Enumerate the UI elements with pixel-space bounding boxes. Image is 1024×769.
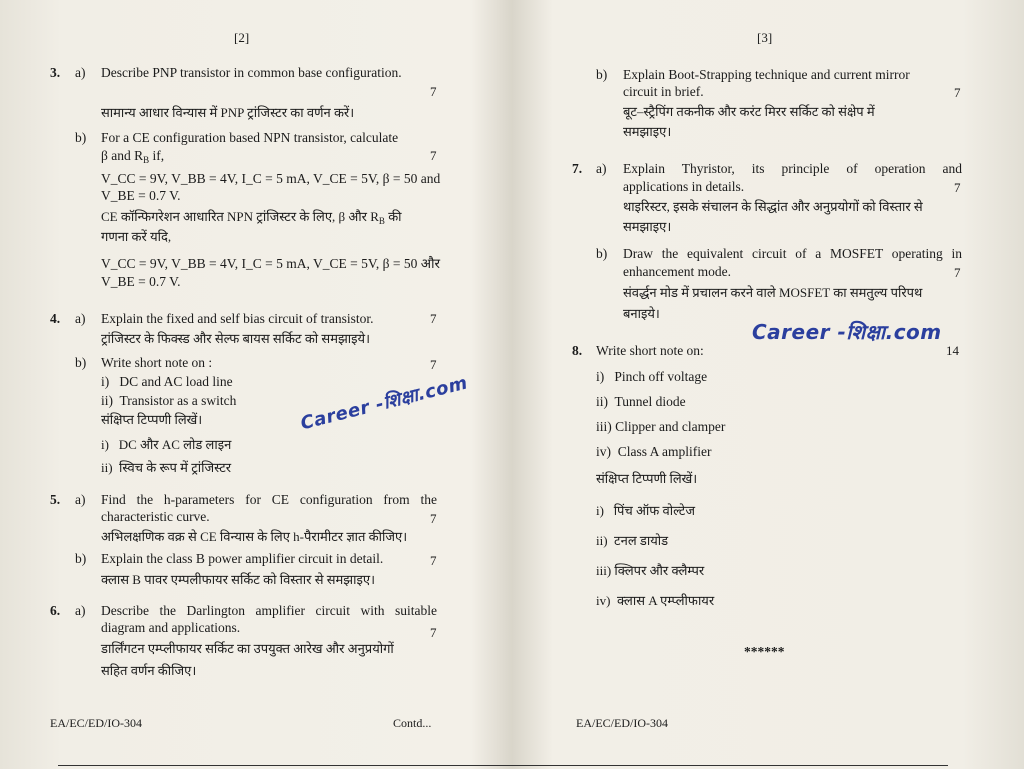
- question-5a-english-line-2: characteristic curve.: [101, 509, 210, 524]
- question-number: 4.: [50, 311, 61, 326]
- question-7a-english-line-1: Explain Thyristor, its principle of operation and: [623, 161, 962, 176]
- question-8-english: Write short note on:: [596, 343, 704, 358]
- question-7b-hindi-line-2: बनाइये।: [623, 306, 660, 321]
- question-4a-english: Explain the fixed and self bias circuit of transistor.: [101, 311, 374, 326]
- list-item: ii) Tunnel diode: [596, 394, 686, 409]
- marks: 7: [430, 84, 437, 99]
- list-item: ii) Transistor as a switch: [101, 393, 237, 408]
- question-number: 6.: [50, 603, 61, 618]
- bottom-edge-line: [58, 765, 948, 766]
- question-6b-english-line-1: Explain Boot-Strapping technique and current mirror: [623, 67, 910, 82]
- question-6b-hindi-line-2: समझाइए।: [623, 124, 672, 139]
- question-5a-english-line-1: Find the h-parameters for CE configuration from the: [101, 492, 437, 507]
- continued-label: Contd...: [393, 716, 432, 730]
- question-3b-hindi-line-1: CE कॉन्फिगरेशन आधारित NPN ट्रांजिस्टर के लिए, β और $R_B$ की: [101, 209, 402, 226]
- question-3a-hindi: सामान्य आधार विन्यास में PNP ट्रांजिस्टर का वर्णन करें।: [101, 105, 355, 120]
- marks: 7: [430, 357, 437, 372]
- question-6b-english-line-2: circuit in brief.: [623, 84, 704, 99]
- given-values: V_BE = 0.7 V.: [101, 188, 181, 203]
- question-8-hindi: संक्षिप्त टिप्पणी लिखें।: [596, 471, 698, 486]
- list-item: i) DC और AC लोड लाइन: [101, 437, 232, 452]
- question-5b-hindi: क्लास B पावर एम्पलीफायर सर्किट को विस्तार से समझाइए।: [101, 572, 376, 587]
- question-7b-english-line-2: enhancement mode.: [623, 264, 731, 279]
- question-number: 8.: [572, 343, 583, 358]
- part-label: a): [596, 161, 607, 176]
- given-values: V_BE = 0.7 V.: [101, 274, 181, 289]
- question-number: 7.: [572, 161, 583, 176]
- part-label: a): [75, 603, 86, 618]
- question-6a-english-line-2: diagram and applications.: [101, 620, 241, 635]
- list-item: iv) Class A amplifier: [596, 444, 712, 459]
- part-label: a): [75, 492, 86, 507]
- watermark: Career -शिक्षा.com: [752, 320, 942, 344]
- part-label: b): [75, 551, 87, 566]
- end-mark: ******: [744, 644, 785, 659]
- paper-code: EA/EC/ED/IO-304: [50, 716, 142, 730]
- list-item: ii) टनल डायोड: [596, 533, 669, 548]
- marks: 7: [954, 85, 961, 100]
- list-item: i) पिंच ऑफ वोल्टेज: [596, 503, 695, 518]
- page-number: [3]: [757, 30, 773, 45]
- part-label: b): [75, 130, 87, 145]
- part-label: a): [75, 311, 86, 326]
- question-3b-english-line-1: For a CE configuration based NPN transistor, calculate: [101, 130, 399, 145]
- question-number: 5.: [50, 492, 61, 507]
- list-item: i) Pinch off voltage: [596, 369, 708, 384]
- question-6a-english-line-1: Describe the Darlington amplifier circuit with suitable: [101, 603, 437, 618]
- question-7b-english-line-1: Draw the equivalent circuit of a MOSFET operating in: [623, 246, 962, 261]
- marks: 7: [430, 148, 437, 163]
- page-number: [2]: [234, 30, 250, 45]
- question-7b-hindi-line-1: संवर्द्धन मोड में प्रचालन करने वाले MOSFET का समतुल्य परिपथ: [623, 285, 923, 300]
- marks: 7: [430, 625, 437, 640]
- marks: 7: [954, 180, 961, 195]
- list-item: iv) क्लास A एम्प्लीफायर: [596, 593, 715, 608]
- question-4b-hindi: संक्षिप्त टिप्पणी लिखें।: [101, 412, 203, 427]
- list-item: ii) स्विच के रूप में ट्रांजिस्टर: [101, 460, 232, 475]
- question-6a-hindi-line-2: सहित वर्णन कीजिए।: [101, 663, 197, 678]
- question-3b-hindi-line-2: गणना करें यदि,: [101, 229, 172, 244]
- question-7a-english-line-2: applications in details.: [623, 179, 745, 194]
- marks: 7: [954, 265, 961, 280]
- left-page: [0, 0, 505, 769]
- question-number: 3.: [50, 65, 61, 80]
- list-item: i) DC and AC load line: [101, 374, 233, 389]
- question-7a-hindi-line-2: समझाइए।: [623, 219, 672, 234]
- question-6a-hindi-line-1: डार्लिंगटन एम्प्लीफायर सर्किट का उपयुक्त आरेख और अनुप्रयोगों: [101, 641, 394, 656]
- part-label: b): [596, 246, 608, 261]
- question-4a-hindi: ट्रांजिस्टर के फिक्स्ड और सेल्फ बायस सर्किट को समझाइये।: [101, 331, 371, 346]
- given-values: V_CC = 9V, V_BB = 4V, I_C = 5 mA, V_CE = 5V, β = 50 और: [101, 256, 441, 271]
- list-item: iii) क्लिपर और क्लैम्पर: [596, 563, 705, 578]
- right-page: [520, 0, 1024, 769]
- marks: 7: [430, 311, 437, 326]
- part-label: a): [75, 65, 86, 80]
- question-6b-hindi-line-1: बूट–स्ट्रैपिंग तकनीक और करंट मिरर सर्किट को संक्षेप में: [623, 104, 875, 119]
- marks: 7: [430, 553, 437, 568]
- question-3a-english: Describe PNP transistor in common base configuration.: [101, 65, 402, 80]
- part-label: b): [596, 67, 608, 82]
- question-4b-english: Write short note on :: [101, 355, 213, 370]
- given-values: V_CC = 9V, V_BB = 4V, I_C = 5 mA, V_CE = 5V, β = 50 and: [101, 171, 441, 186]
- marks: 14: [946, 343, 959, 358]
- list-item: iii) Clipper and clamper: [596, 419, 726, 434]
- question-5a-hindi: अभिलक्षणिक वक्र से CE विन्यास के लिए h-पैरामीटर ज्ञात कीजिए।: [101, 529, 408, 544]
- question-5b-english: Explain the class B power amplifier circuit in detail.: [101, 551, 384, 566]
- marks: 7: [430, 511, 437, 526]
- paper-code: EA/EC/ED/IO-304: [576, 716, 668, 730]
- part-label: b): [75, 355, 87, 370]
- watermark: Career -शिक्षा.com: [298, 372, 470, 435]
- question-7a-hindi-line-1: थाइरिस्टर, इसके संचालन के सिद्धांत और अनुप्रयोगों को विस्तार से: [623, 199, 923, 214]
- question-3b-english-line-2: β and $R_B$ if,: [101, 148, 165, 165]
